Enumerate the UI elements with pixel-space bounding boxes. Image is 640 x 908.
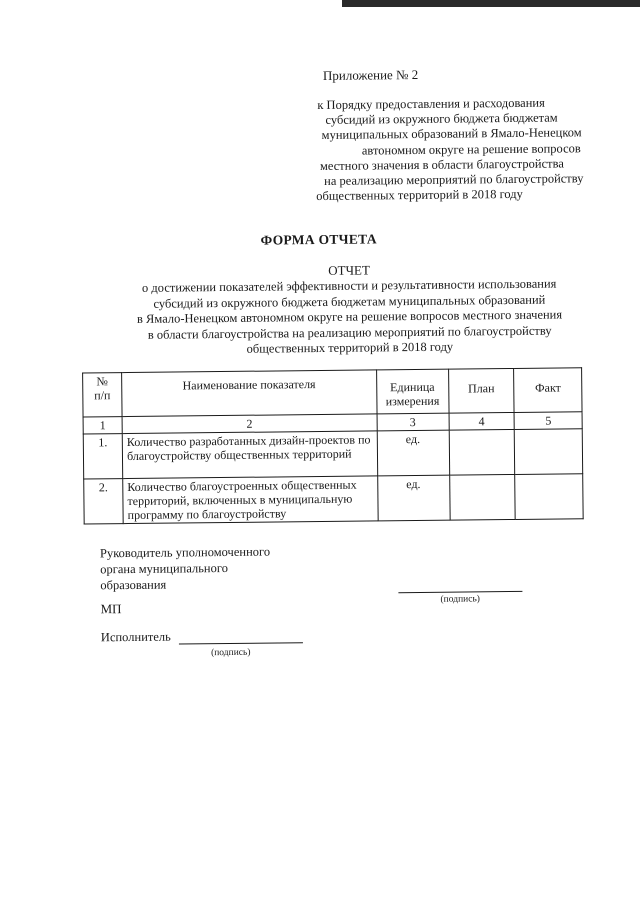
executor-signature-line [179, 642, 303, 644]
row-fact [515, 429, 583, 475]
appendix-text [315, 95, 586, 204]
form-title: ФОРМА ОТЧЕТА [260, 231, 377, 248]
appendix-line: на реализацию мероприятий по благоустройству [324, 171, 584, 188]
report-subtitle [119, 276, 580, 358]
header-num: № п/п [83, 373, 123, 417]
head-title-line: образования [100, 577, 167, 593]
column-number: 5 [514, 412, 582, 430]
head-signature-block [100, 544, 271, 594]
executor-label: Исполнитель [100, 629, 171, 645]
column-number: 3 [377, 413, 449, 431]
appendix-line: местного значения в области благоустройства [319, 156, 564, 173]
row-unit: ед. [377, 430, 449, 476]
report-line: общественных территорий в 2018 году [246, 339, 454, 356]
row-name: Количество разработанных дизайн-проектов по благоустройству общественных территорий [122, 431, 377, 479]
row-plan [449, 474, 515, 520]
executor-signature-note: (подпись) [210, 647, 251, 659]
table-header-row [83, 368, 582, 417]
report-line: о достижении показателей эффективности и результативности использования [141, 276, 557, 295]
appendix-line: к Порядку предоставления и расходования [317, 95, 545, 113]
header-name: Наименование показателя [122, 370, 377, 417]
table-row [83, 429, 582, 479]
row-num: 1. [83, 434, 123, 479]
head-signature-line [398, 591, 522, 593]
appendix-title: Приложение № 2 [322, 66, 419, 83]
column-number: 2 [122, 414, 377, 434]
header-plan: План [448, 368, 514, 413]
column-number: 1 [83, 417, 122, 434]
head-title-line: Руководитель уполномоченного [99, 544, 271, 561]
row-num: 2. [84, 479, 124, 524]
row-unit: ед. [377, 475, 449, 521]
column-number: 4 [449, 412, 515, 430]
row-plan [449, 429, 515, 475]
head-signature-note: (подпись) [440, 594, 480, 605]
stamp-place-label: МП [100, 601, 122, 617]
header-unit: Единица измерения [376, 369, 448, 414]
report-line: субсидий из окружного бюджета бюджетам муниципальных образований [153, 292, 546, 311]
report-title: ОТЧЕТ [328, 262, 370, 278]
head-title-line: органа муниципального [100, 560, 228, 577]
appendix-line: общественных территорий в 2018 году [316, 187, 523, 204]
appendix-line: автономном округе на решение вопросов [361, 140, 581, 158]
table-row [84, 474, 583, 524]
header-fact: Факт [514, 368, 582, 413]
indicators-table [82, 367, 584, 524]
report-line: в Ямало-Ненецком автономном округе на решение вопросов местного значения [136, 307, 563, 326]
appendix-line: субсидий из окружного бюджета бюджетам [325, 110, 558, 128]
row-fact [515, 474, 583, 520]
report-line: в области благоустройства на реализацию мероприятий по благоустройству [147, 323, 552, 342]
row-name: Количество благоустроенных общественных территорий, включенных в муниципальную программу по благоустройству [123, 476, 378, 524]
appendix-line: муниципальных образований в Ямало-Ненецком [321, 125, 582, 143]
